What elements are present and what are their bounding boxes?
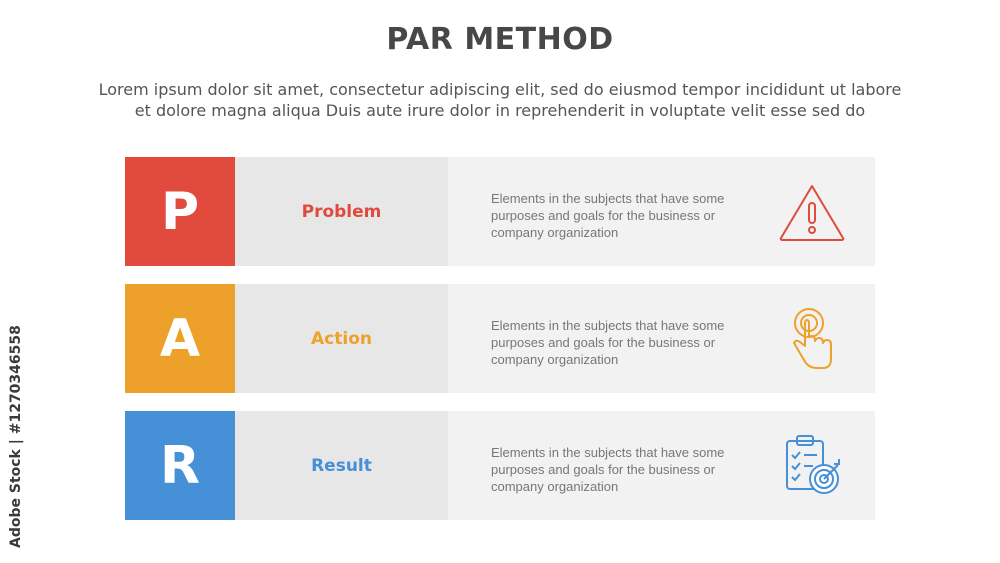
- label-band-result: [235, 411, 448, 520]
- row-description: [491, 190, 751, 241]
- desc-line: company organization: [491, 352, 619, 367]
- page-subtitle: [30, 79, 970, 121]
- row-description: [491, 444, 751, 495]
- side-credit-text: Adobe Stock | #1270346558: [8, 325, 24, 548]
- row-result: [125, 411, 875, 520]
- page-title: PAR METHOD: [386, 22, 614, 57]
- row-label-result: Result: [311, 455, 372, 476]
- row-label-action: Action: [311, 328, 372, 349]
- label-band-problem: [235, 157, 448, 266]
- letter-box-p: P: [125, 157, 235, 266]
- desc-line: purposes and goals for the business or: [491, 335, 716, 350]
- desc-line: company organization: [491, 225, 619, 240]
- row-problem: [125, 157, 875, 266]
- warning-icon: [777, 177, 847, 247]
- desc-line: purposes and goals for the business or: [491, 462, 716, 477]
- tap-hand-icon: [777, 304, 847, 374]
- letter-box-a: A: [125, 284, 235, 393]
- subtitle-line: et dolore magna aliqua Duis aute irure dolor in reprehenderit in voluptate velit esse sed do: [134, 101, 866, 120]
- desc-line: Elements in the subjects that have some: [491, 318, 725, 333]
- subtitle-line: Lorem ipsum dolor sit amet, consectetur adipiscing elit, sed do eiusmod tempor incididunt ut labore: [98, 80, 902, 99]
- row-action: [125, 284, 875, 393]
- row-label-problem: Problem: [301, 201, 382, 222]
- desc-line: Elements in the subjects that have some: [491, 191, 725, 206]
- desc-line: company organization: [491, 479, 619, 494]
- clipboard-target-icon: [777, 431, 847, 501]
- row-description: [491, 317, 751, 368]
- desc-line: Elements in the subjects that have some: [491, 445, 725, 460]
- letter-box-r: R: [125, 411, 235, 520]
- label-band-action: [235, 284, 448, 393]
- desc-line: purposes and goals for the business or: [491, 208, 716, 223]
